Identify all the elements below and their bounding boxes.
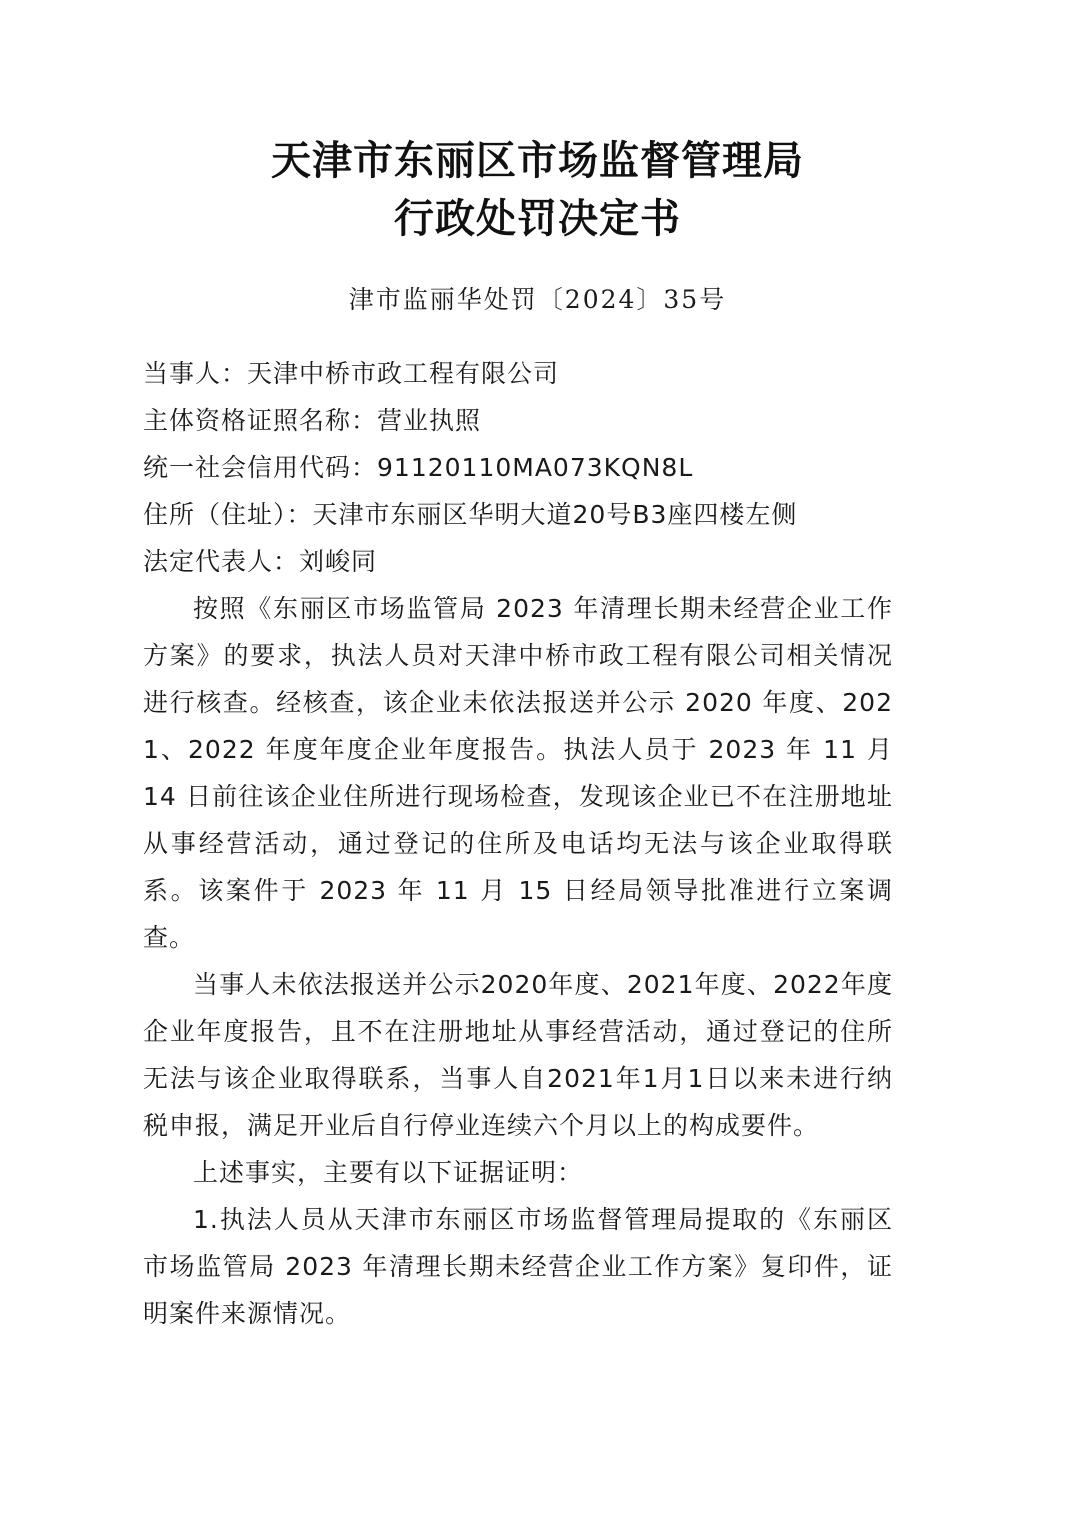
paragraph-evidence-intro: 上述事实，主要有以下证据证明： — [193, 1158, 584, 1187]
paragraph-case-background: 按照《东丽区市场监管局 2023 年清理长期未经营企业工作方案》的要求，执法人员对天津中桥市政工程有限公司相关情况进行核查。经核查，该企业未依法报送并公示 2020 年度、2021、2022 年度年度企业年度报告。执法人员于 2023 年 11 月 14 日前往该企业住所进行现场检查，发现该企业已不在注册地址从事经营活动，通过登记的住所及电话均无法与该企业取得联系。该案件于 2023 年 11 月 15 日经局领导批准进行立案调查。 — [143, 594, 893, 952]
document-number: 津市监丽华处罚〔2024〕35号 — [348, 285, 727, 314]
field-address-value: 天津市东丽区华明大道20号B3座四楼左侧 — [312, 500, 798, 529]
paragraph-evidence-item-1: 1.执法人员从天津市东丽区市场监督管理局提取的《东丽区市场监管局 2023 年清理长期未经营企业工作方案》复印件，证明案件来源情况。 — [143, 1205, 893, 1328]
field-party — [143, 350, 893, 397]
field-credit-code-value: 91120110MA073KQN8L — [377, 453, 694, 482]
field-address-label: 住所（住址）： — [143, 500, 313, 529]
document-body — [143, 350, 893, 1337]
field-credit-code — [143, 444, 893, 491]
field-license-name-value: 营业执照 — [377, 406, 482, 435]
document-title-type: 行政处罚决定书 — [394, 195, 681, 242]
field-license-name-label: 主体资格证照名称： — [143, 406, 378, 435]
field-party-label: 当事人： — [143, 359, 248, 388]
paragraph-violation-facts: 当事人未依法报送并公示2020年度、2021年度、2022年度企业年度报告，且不在注册地址从事经营活动，通过登记的住所无法与该企业取得联系，当事人自2021年1月1日以来未进行纳税申报，满足开业后自行停业连续六个月以上的构成要件。 — [143, 970, 893, 1140]
field-legal-representative-value: 刘峻同 — [299, 547, 378, 576]
field-party-value: 天津中桥市政工程有限公司 — [247, 359, 560, 388]
field-address — [143, 491, 893, 538]
field-legal-representative-label: 法定代表人： — [143, 547, 300, 576]
field-license-name — [143, 397, 893, 444]
field-credit-code-label: 统一社会信用代码： — [143, 453, 378, 482]
document-title-issuer: 天津市东丽区市场监督管理局 — [271, 137, 804, 184]
field-legal-representative — [143, 538, 893, 585]
